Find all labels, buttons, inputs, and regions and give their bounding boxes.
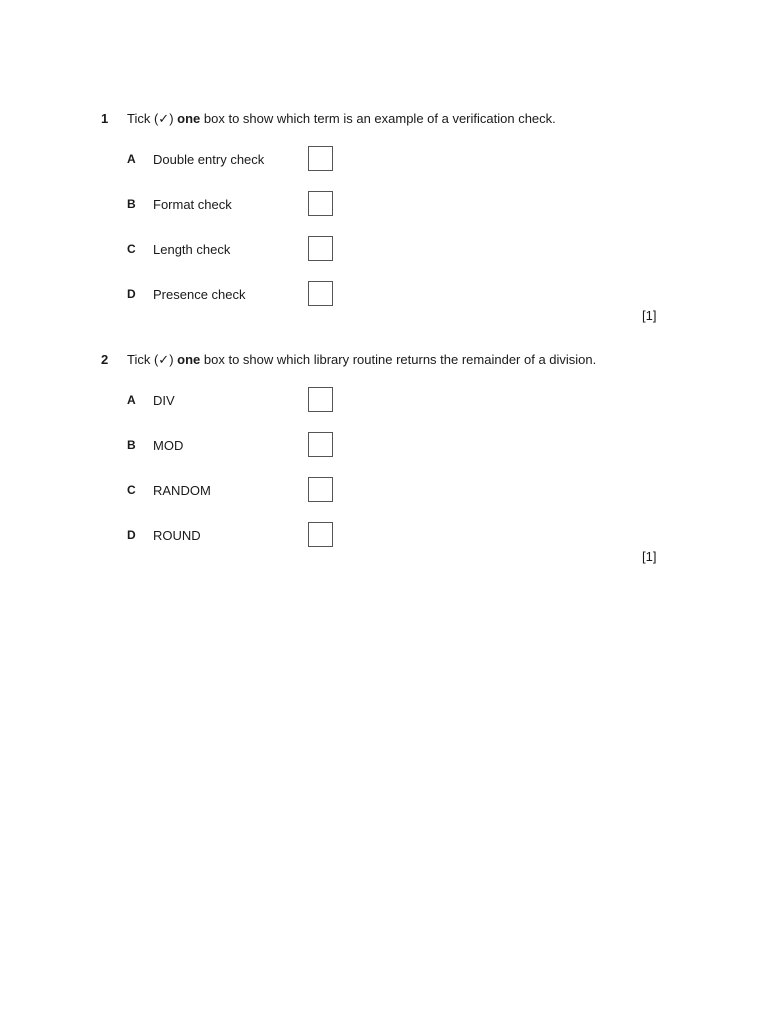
option-letter: B [127, 438, 136, 452]
option-text: ROUND [153, 528, 201, 543]
marks-indicator: [1] [642, 549, 657, 564]
option-c [0, 236, 768, 264]
question-number: 1 [101, 111, 109, 126]
option-letter: B [127, 197, 136, 211]
option-b [0, 191, 768, 219]
answer-checkbox[interactable] [308, 236, 333, 261]
emphasis-one: one [177, 111, 201, 126]
question-stem: Tick (✓) one box to show which term is an example of a verification check. [127, 111, 556, 126]
question-stem: Tick (✓) one box to show which library routine returns the remainder of a division. [127, 352, 597, 367]
tick-symbol: ✓ [158, 352, 170, 367]
option-a [0, 387, 768, 415]
option-c [0, 477, 768, 505]
emphasis-one: one [177, 352, 201, 367]
option-letter: A [127, 393, 136, 407]
option-letter: D [127, 528, 136, 542]
answer-checkbox[interactable] [308, 477, 333, 502]
option-text: RANDOM [153, 483, 211, 498]
answer-checkbox[interactable] [308, 387, 333, 412]
option-d [0, 281, 768, 309]
option-text: Length check [153, 242, 231, 257]
option-text: MOD [153, 438, 184, 453]
marks-indicator: [1] [642, 308, 657, 323]
option-a [0, 146, 768, 174]
option-b [0, 432, 768, 460]
option-text: Presence check [153, 287, 246, 302]
option-letter: C [127, 242, 136, 256]
answer-checkbox[interactable] [308, 432, 333, 457]
answer-checkbox[interactable] [308, 191, 333, 216]
option-letter: C [127, 483, 136, 497]
option-d [0, 522, 768, 550]
answer-checkbox[interactable] [308, 281, 333, 306]
option-text: DIV [153, 393, 175, 408]
tick-symbol: ✓ [158, 111, 170, 126]
option-text: Format check [153, 197, 232, 212]
answer-checkbox[interactable] [308, 146, 333, 171]
option-letter: D [127, 287, 136, 301]
answer-checkbox[interactable] [308, 522, 333, 547]
option-letter: A [127, 152, 136, 166]
question-number: 2 [101, 352, 109, 367]
option-text: Double entry check [153, 152, 265, 167]
